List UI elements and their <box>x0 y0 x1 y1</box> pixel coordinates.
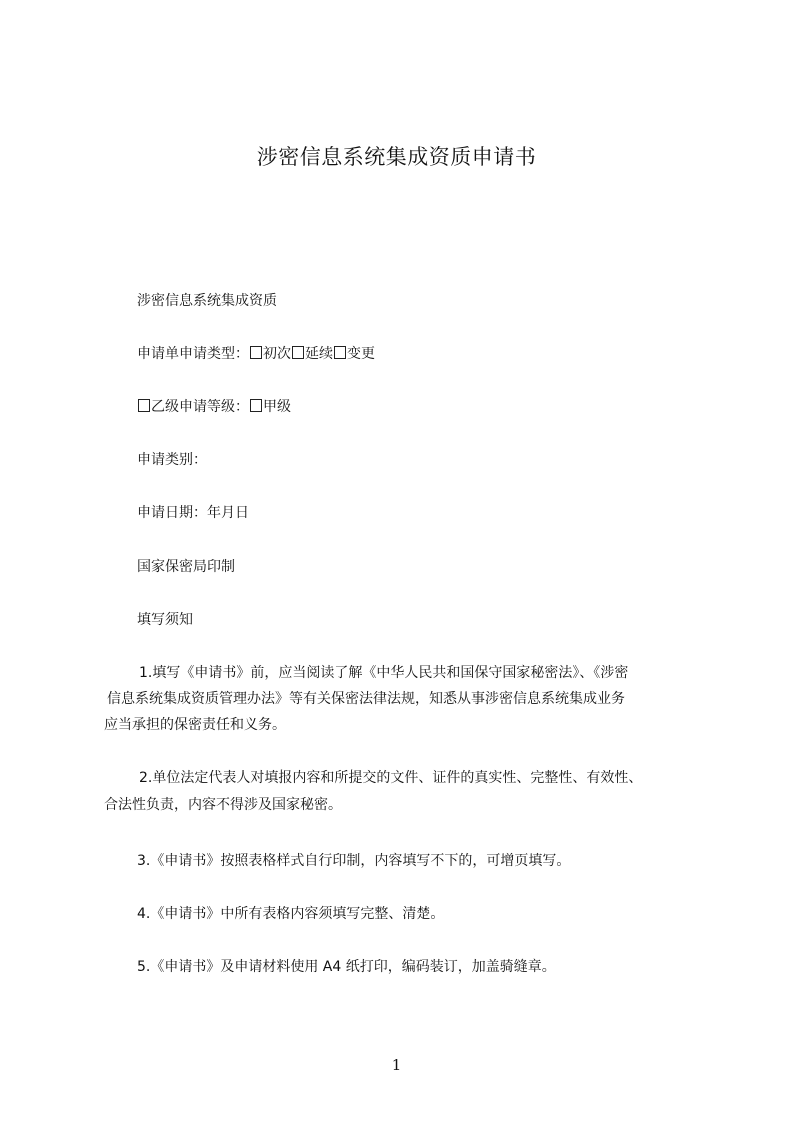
application-type-line <box>137 344 375 364</box>
document-title: 涉密信息系统集成资质申请书 <box>256 145 537 169</box>
checkbox-grade-a[interactable] <box>250 399 262 412</box>
grade-b-label: 乙级申请等级： <box>151 399 249 415</box>
notice-item5: 5.《申请书》及申请材料使用 A4 纸打印，编码装订，加盖骑缝章。 <box>137 959 556 975</box>
notice-item1-line1: 1.填写《申请书》前，应当阅读了解《中华人民共和国保守国家秘密法》、《涉密 <box>139 665 629 681</box>
grade-a-label: 甲级 <box>263 399 291 415</box>
date-line: 申请日期：年月日 <box>137 505 249 521</box>
grade-line <box>137 397 291 417</box>
notice-item1-line3: 应当承担的保密责任和义务。 <box>104 717 286 733</box>
notice-item1-line2: 信息系统集成资质管理办法》等有关保密法律法规，知悉从事涉密信息系统集成业务 <box>107 691 625 707</box>
category-line: 申请类别： <box>137 452 207 468</box>
checkbox-grade-b[interactable] <box>138 399 150 412</box>
notice-item2-line2: 合法性负责，内容不得涉及国家秘密。 <box>104 797 342 813</box>
notice-item3: 3.《申请书》按照表格样式自行印制，内容填写不下的，可增页填写。 <box>137 853 571 869</box>
type-change-label: 变更 <box>347 346 375 362</box>
notice-item4: 4.《申请书》中所有表格内容须填写完整、清楚。 <box>137 906 445 922</box>
type-renewal-label: 延续 <box>305 346 333 362</box>
type-label: 申请单申请类型： <box>137 346 249 362</box>
checkbox-initial[interactable] <box>250 346 262 359</box>
notice-item2-line1: 2.单位法定代表人对填报内容和所提交的文件、证件的真实性、完整性、有效性、 <box>139 770 643 786</box>
qualification-line: 涉密信息系统集成资质 <box>137 293 277 309</box>
checkbox-change[interactable] <box>334 346 346 359</box>
page-number: 1 <box>391 1056 402 1074</box>
issuer-line: 国家保密局印制 <box>137 559 235 575</box>
type-initial-label: 初次 <box>263 346 291 362</box>
notice-heading: 填写须知 <box>137 612 193 628</box>
checkbox-renewal[interactable] <box>292 346 304 359</box>
